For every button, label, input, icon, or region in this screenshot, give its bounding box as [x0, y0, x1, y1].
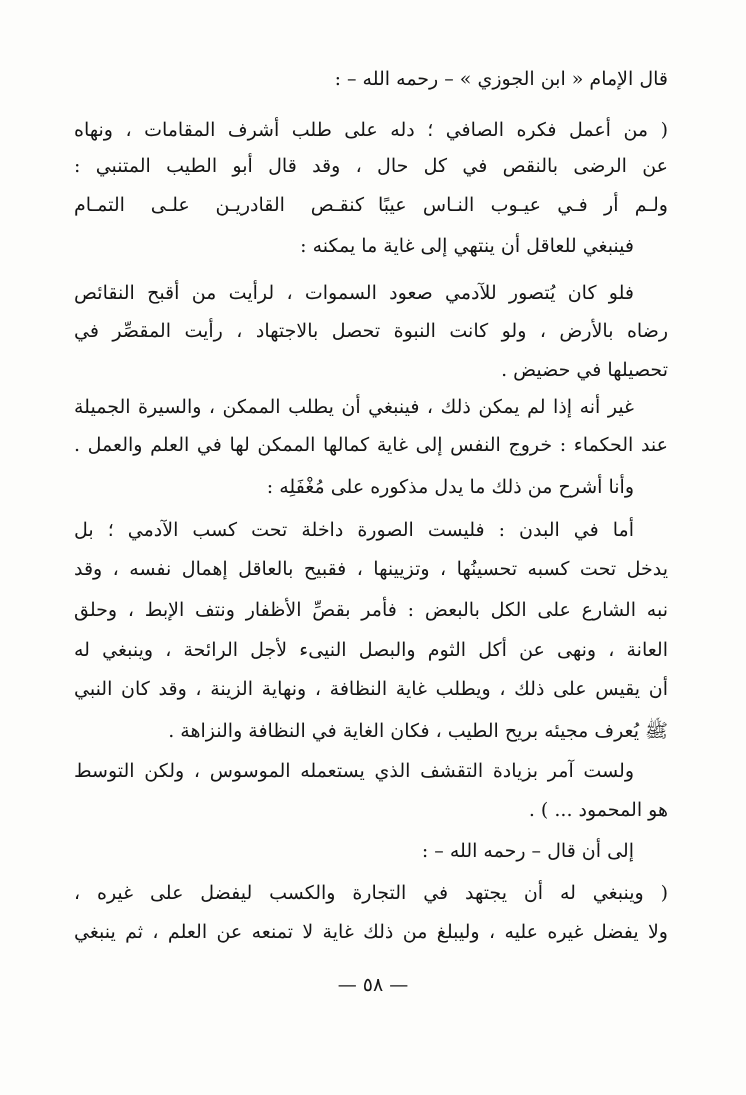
text-line-1: قال الإمام « ابن الجوزي » – رحمه الله – :: [334, 68, 668, 90]
text-line-20: إلى أن قال – رحمه الله – :: [421, 840, 634, 862]
text-line-19: هو المحمود ... ) .: [528, 799, 668, 821]
text-line-18: ولست آمر بزيادة التقشف الذي يستعمله الموسوس ، ولكن التوسط: [74, 760, 634, 782]
page-number: — ٥٨ —: [337, 974, 409, 996]
text-line-8: تحصيلها في حضيض .: [501, 359, 668, 381]
poem-verse: [74, 188, 668, 222]
text-line-7: رضاه بالأرض ، ولو كانت النبوة تحصل بالاجتهاد ، رأيت المقصِّر في: [74, 320, 668, 342]
text-line-14: نبه الشارع على الكل بالبعض : فأمر بقصِّ الأظفار ونتف الإبط ، وحلق: [74, 599, 668, 621]
text-line-6: فلو كان يُتصور للآدمي صعود السموات ، لرأيت من أقبح النقائص: [74, 282, 634, 304]
verse-hemistich-first: ولـم أر فـي عيـوب النـاس عيبًا: [378, 194, 668, 216]
text-line-5: فينبغي للعاقل أن ينتهي إلى غاية ما يمكنه :: [300, 235, 634, 257]
text-line-12: أما في البدن : فليست الصورة داخلة تحت كسب الآدمي ؛ بل: [74, 519, 634, 541]
text-line-11: وأنا أشرح من ذلك ما يدل مذكوره على مُغْفَلِه :: [266, 476, 634, 498]
verse-hemistich-second: كنقـص القادريـن علـى التمـام: [74, 194, 364, 216]
text-line-21: ( وينبغي له أن يجتهد في التجارة والكسب ليفضل على غيره ،: [74, 882, 668, 904]
text-line-15: العانة ، ونهى عن أكل الثوم والبصل النيىء لأجل الرائحة ، وينبغي له: [74, 639, 668, 661]
text-line-9: غير أنه إذا لم يمكن ذلك ، فينبغي أن يطلب الممكن ، والسيرة الجميلة: [74, 396, 634, 418]
text-line-13: يدخل تحت كسبه تحسينُها ، وتزيينها ، فقبيح بالعاقل إهمال نفسه ، وقد: [74, 558, 668, 580]
text-line-16: أن يقيس على ذلك ، ويطلب غاية النظافة ، ونهاية الزينة ، وقد كان النبي: [74, 678, 668, 700]
text-line-22: ولا يفضل غيره عليه ، وليبلغ من ذلك غاية لا تمنعه عن العلم ، ثم ينبغي: [74, 921, 668, 943]
text-line-10: عند الحكماء : خروج النفس إلى غاية كمالها الممكن لها في العلم والعمل .: [74, 434, 668, 456]
text-line-3: عن الرضى بالنقص في كل حال ، وقد قال أبو الطيب المتنبي :: [74, 155, 668, 177]
text-line-2: ( من أعمل فكره الصافي ؛ دله على طلب أشرف المقامات ، ونهاه: [74, 119, 668, 141]
text-line-17: ﷺ يُعرف مجيئه بريح الطيب ، فكان الغاية في النظافة والنزاهة .: [168, 720, 668, 742]
